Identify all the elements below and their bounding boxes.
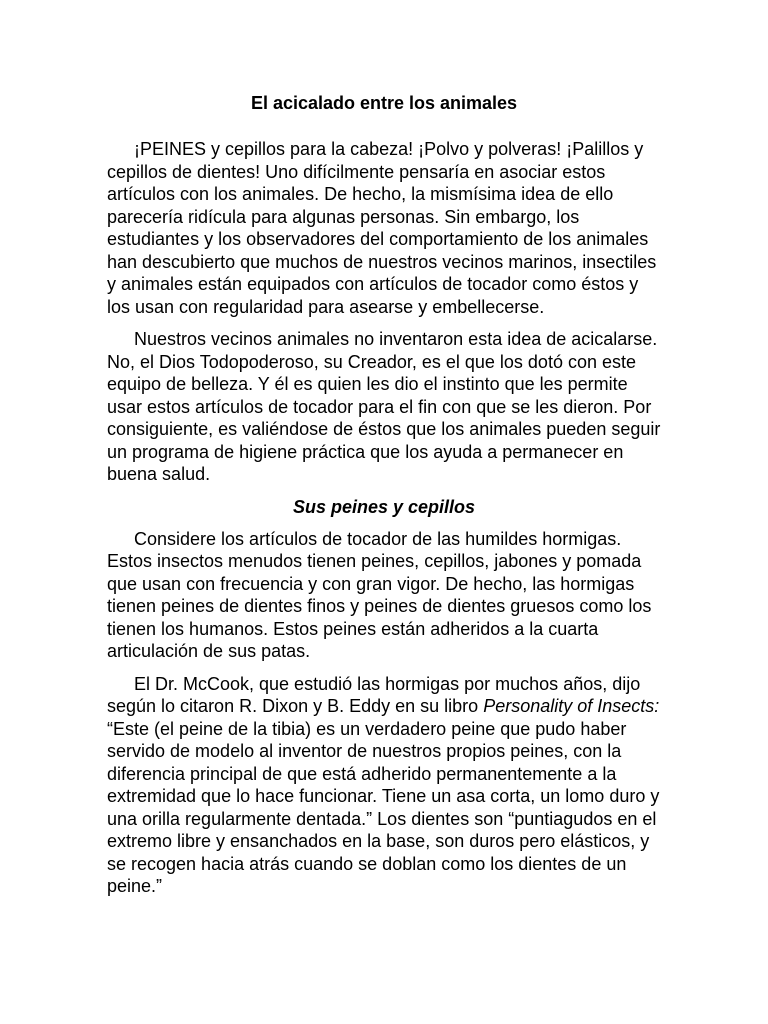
paragraph-creator: Nuestros vecinos animales no inventaron esta idea de acicalarse. No, el Dios Todopoderoso, su Creador, es el que los dotó con este equipo de belleza. Y él es quien les dio el instinto que les permite usar estos artículos de tocador para el fin con que se les dieron. Por consiguiente, es valiéndose de éstos que los animales pueden seguir un programa de higiene práctica que los ayuda a permanecer en buena salud. bbox=[107, 329, 661, 484]
book-title: Personality of Insects: bbox=[483, 696, 660, 716]
section-subtitle: Sus peines y cepillos bbox=[292, 496, 476, 517]
paragraph-mccook-quote: “Este (el peine de la tibia) es un verdadero peine que pudo haber servido de modelo al inventor de nuestros propios peines, con la diferencia principal de que está adherido permanentemente a la extremidad que lo hace funcionar. Tiene un asa corta, un lomo duro y una orilla regularmente dentada.” Los dientes son “puntiagudos en el extremo libre y ensanchados en la base, son duros pero elásticos, y se recogen hacia atrás cuando se doblan como los dientes de un peine.” bbox=[107, 718, 660, 896]
paragraph-ants: Considere los artículos de tocador de las humildes hormigas. Estos insectos menudos tienen peines, cepillos, jabones y pomada que usan con frecuencia y con gran vigor. De hecho, las hormigas tienen peines de dientes finos y peines de dientes gruesos como los tienen los humanos. Estos peines están adheridos a la cuarta articulación de sus patas. bbox=[107, 528, 652, 661]
document-title: El acicalado entre los animales bbox=[250, 93, 518, 113]
document-content bbox=[107, 92, 661, 908]
paragraph-intro: ¡PEINES y cepillos para la cabeza! ¡Polvo y polveras! ¡Palillos y cepillos de dientes! Uno difícilmente pensaría en asociar estos artículos con los animales. De hecho, la mismísima idea de ello parecería ridícula para algunas personas. Sin embargo, los estudiantes y los observadores del comportamiento de los animales han descubierto que muchos de nuestros vecinos marinos, insectiles y animales están equipados con artículos de tocador como éstos y los usan con regularidad para asearse y embellecerse. bbox=[107, 139, 657, 317]
paragraph-mccook-intro: El Dr. McCook, que estudió las hormigas por muchos años, dijo según lo citaron R. Dixon y B. Eddy en su libro bbox=[107, 673, 641, 716]
paragraph-mccook bbox=[107, 673, 661, 898]
